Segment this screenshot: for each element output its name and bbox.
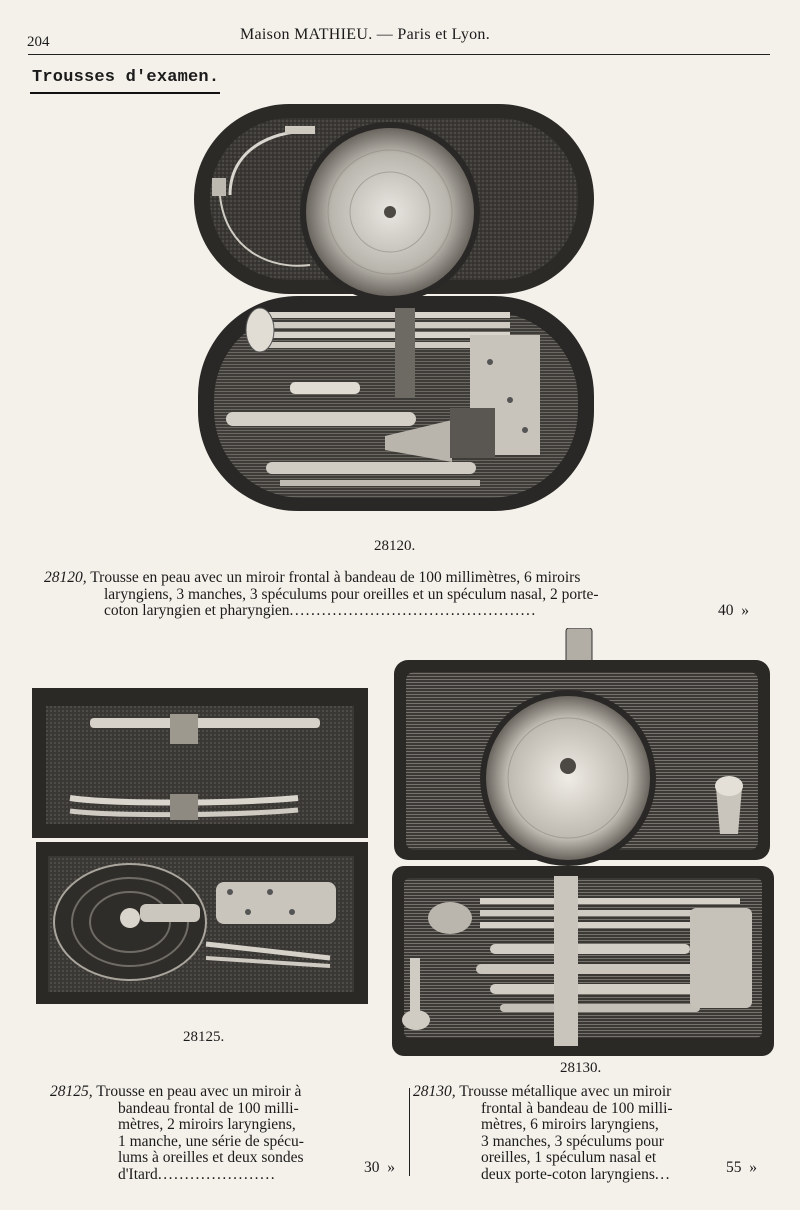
dot-leader: ... (654, 1165, 672, 1183)
desc-line: lums à oreilles et deux sondes (118, 1149, 304, 1166)
desc-line: mètres, 2 miroirs laryngiens, (118, 1116, 296, 1133)
section-title-underline (30, 92, 220, 94)
price-value: 40 (718, 602, 734, 619)
ref-number: 28130, (413, 1083, 456, 1100)
ref-number: 28120, (44, 569, 87, 586)
desc-line: coton laryngien et pharyngien (104, 602, 290, 619)
description-28125 (50, 1084, 395, 1183)
desc-line: 1 manche, une série de spécu- (118, 1132, 304, 1150)
desc-line: deux porte-coton laryngiens (481, 1165, 655, 1183)
price-currency: » (387, 1159, 395, 1176)
desc-line-with-leader (413, 1167, 753, 1184)
ref-number: 28125, (50, 1083, 93, 1100)
desc-line: 3 manches, 3 spéculums pour (481, 1132, 664, 1150)
column-divider (409, 1088, 410, 1176)
case-28130-illustration (390, 628, 776, 1060)
desc-line-with-leader (44, 603, 774, 620)
price-currency: » (749, 1159, 757, 1176)
desc-line: bandeau frontal de 100 milli- (118, 1099, 299, 1117)
desc-line: oreilles, 1 spéculum nasal et (481, 1149, 657, 1166)
desc-line: Trousse métallique avec un miroir (459, 1083, 672, 1100)
running-title: Maison MATHIEU. — Paris et Lyon. (240, 26, 491, 43)
caption-28125: 28125. (183, 1029, 225, 1045)
desc-line: Trousse en peau avec un miroir à (96, 1083, 302, 1100)
price-value: 30 (364, 1159, 380, 1176)
price-28120 (718, 603, 749, 620)
price-currency: » (741, 602, 749, 619)
desc-line: Trousse en peau avec un miroir frontal à bandeau de 100 millimètres, 6 miroirs (90, 569, 581, 586)
caption-28120: 28120. (374, 538, 416, 554)
description-28120 (44, 570, 774, 620)
desc-line: frontal à bandeau de 100 milli- (481, 1099, 673, 1117)
caption-28130: 28130. (560, 1060, 602, 1076)
page-number: 204 (27, 34, 50, 50)
desc-line: laryngiens, 3 manches, 3 spéculums pour oreilles et un spéculum nasal, 2 porte- (104, 585, 599, 603)
section-title: Trousses d'examen. (32, 68, 220, 87)
desc-line: d'Itard (118, 1165, 158, 1183)
dot-leader: .............................................. (289, 602, 537, 619)
desc-line-with-leader (50, 1167, 395, 1184)
price-value: 55 (726, 1159, 742, 1176)
price-28130 (726, 1160, 757, 1177)
desc-line: mètres, 6 miroirs laryngiens, (481, 1116, 659, 1133)
case-28125-illustration (30, 686, 372, 1008)
dot-leader: ...................... (157, 1165, 277, 1183)
description-28130 (413, 1084, 753, 1183)
header-rule (28, 54, 770, 55)
price-28125 (364, 1160, 395, 1177)
case-28120-illustration (190, 100, 600, 520)
